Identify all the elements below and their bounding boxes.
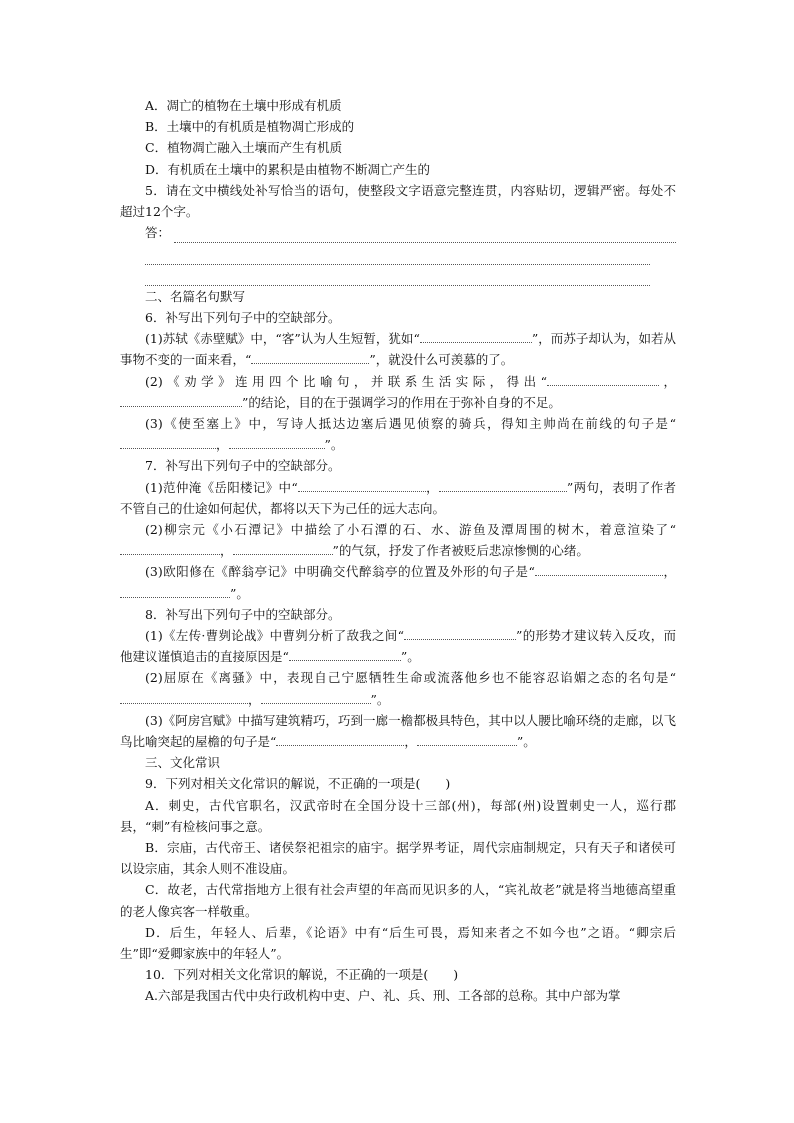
- q9-option-d: D．后生，年轻人、后辈，《论语》中有“后生可畏，焉知来者之不如今也”之语。“卿宗后生”即“爱卿家族中的年轻人”。: [120, 924, 676, 962]
- fill-blank[interactable]: [547, 373, 659, 386]
- fill-blank[interactable]: [289, 648, 401, 661]
- fill-blank[interactable]: [120, 585, 230, 598]
- q4-option-b: B．土壤中的有机质是植物凋亡形成的: [145, 119, 355, 135]
- answer-blank-line[interactable]: [174, 230, 676, 243]
- q8-item-1: (1)《左传·曹刿论战》中曹刿分析了敌我之间“ ”的形势才建议转入反攻，而他建议谨慎追击的直接原因是“ ”。: [120, 628, 676, 665]
- q6-title: 6．补写出下列句子中的空缺部分。: [145, 309, 341, 325]
- fill-blank[interactable]: [404, 627, 516, 640]
- answer-blank-line[interactable]: [145, 273, 650, 286]
- fill-blank[interactable]: [251, 351, 369, 364]
- fill-blank[interactable]: [298, 479, 426, 492]
- fill-blank[interactable]: [417, 733, 517, 746]
- fill-blank[interactable]: [229, 436, 325, 449]
- answer-blank-line[interactable]: [145, 252, 650, 265]
- fill-blank[interactable]: [276, 733, 404, 746]
- q6-item-1: (1)苏轼《赤壁赋》中，“客”认为人生短暂，犹如“ ”，而苏子却认为，如若从事物不变的一面来看，“ ”，就没什么可羡慕的了。: [120, 331, 676, 368]
- fill-blank[interactable]: [120, 542, 220, 555]
- document-page: [120, 95, 676, 1007]
- q7-title: 7．补写出下列句子中的空缺部分。: [145, 458, 341, 474]
- q10-stem: 10．下列对相关文化常识的解说，不正确的一项是( ): [145, 967, 459, 983]
- fill-blank[interactable]: [535, 563, 663, 576]
- q5-answer-row[interactable]: [145, 243, 676, 264]
- q9-option-a: A．刺史，古代官职名，汉武帝时在全国分设十三部(州)，每部(州)设置刺史一人，巡行郡县，“刺”有检核问事之意。: [120, 797, 676, 834]
- answer-label: 答：: [145, 225, 171, 241]
- section-heading: 二、名篇名句默写: [145, 288, 246, 304]
- q5-answer-row[interactable]: [145, 265, 676, 286]
- q4-option-a: A．凋亡的植物在土壤中形成有机质: [145, 98, 342, 113]
- q6-item-2: (2)《劝学》连用四个比喻句，并联系生活实际，得出“ ，”的结论，目的在于强调学习的作用在于弥补自身的不足。: [120, 371, 676, 413]
- fill-blank[interactable]: [261, 691, 371, 704]
- q9-option-b: B．宗庙，古代帝王、诸侯祭祀祖宗的庙宇。据学界考证，周代宗庙制规定，只有天子和诸侯可以设宗庙，其余人则不准设庙。: [120, 840, 676, 877]
- q8-title: 8．补写出下列句子中的空缺部分。: [145, 606, 341, 622]
- q10-option-a: A.六部是我国古代中央行政机构中吏、户、礼、兵、刑、工各部的总称。其中户部为掌: [145, 988, 621, 1004]
- section-heading: 三、文化常识: [145, 755, 221, 771]
- fill-blank[interactable]: [120, 691, 248, 704]
- q6-item-3: (3)《使至塞上》中，写诗人抵达边塞后遇见侦察的骑兵，得知主帅尚在前线的句子是“， ”。: [120, 413, 676, 455]
- fill-blank[interactable]: [420, 330, 532, 343]
- q7-item-1: (1)范仲淹《岳阳楼记》中“ ， ”两句，表明了作者不管自己的仕途如何起伏，都将以天下为己任的远大志向。: [120, 479, 676, 516]
- q7-item-3: (3)欧阳修在《醉翁亭记》中明确交代醉翁亭的位置及外形的句子是“ ，”。: [120, 561, 676, 603]
- fill-blank[interactable]: [120, 394, 242, 407]
- q4-option-c: C．植物凋亡融入土壤而产生有机质: [145, 140, 343, 156]
- q9-option-c: C．故老，古代常指地方上很有社会声望的年高而见识多的人，“宾礼故老”就是将当地德高望重的老人像宾客一样敬重。: [120, 882, 676, 919]
- q8-item-2: (2)屈原在《离骚》中，表现自己宁愿牺牲生命或流落他乡也不能容忍谄媚之态的名句是“， ”。: [120, 667, 676, 709]
- q5-stem: 5．请在文中横线处补写恰当的语句，使整段文字语意完整连贯，内容贴切，逻辑严密。每处不超过12个字。: [120, 182, 676, 220]
- q4-option-d: D．有机质在土壤中的累积是由植物不断凋亡产生的: [145, 161, 431, 177]
- fill-blank[interactable]: [120, 436, 216, 449]
- q7-item-2: (2)柳宗元《小石潭记》中描绘了小石潭的石、水、游鱼及潭周围的树木，着意渲染了“， ”的气氛，抒发了作者被贬后悲凉惨恻的心绪。: [120, 519, 676, 561]
- fill-blank[interactable]: [439, 479, 567, 492]
- q5-answer-row[interactable]: [145, 222, 676, 243]
- q9-stem: 9．下列对相关文化常识的解说，不正确的一项是( ): [145, 776, 451, 792]
- fill-blank[interactable]: [233, 542, 333, 555]
- q8-item-3: (3)《阿房宫赋》中描写建筑精巧，巧到一廊一檐都极具特色，其中以人腰比喻环绕的走廊，以飞鸟比喻突起的屋檐的句子是“ ， ”。: [120, 712, 676, 750]
